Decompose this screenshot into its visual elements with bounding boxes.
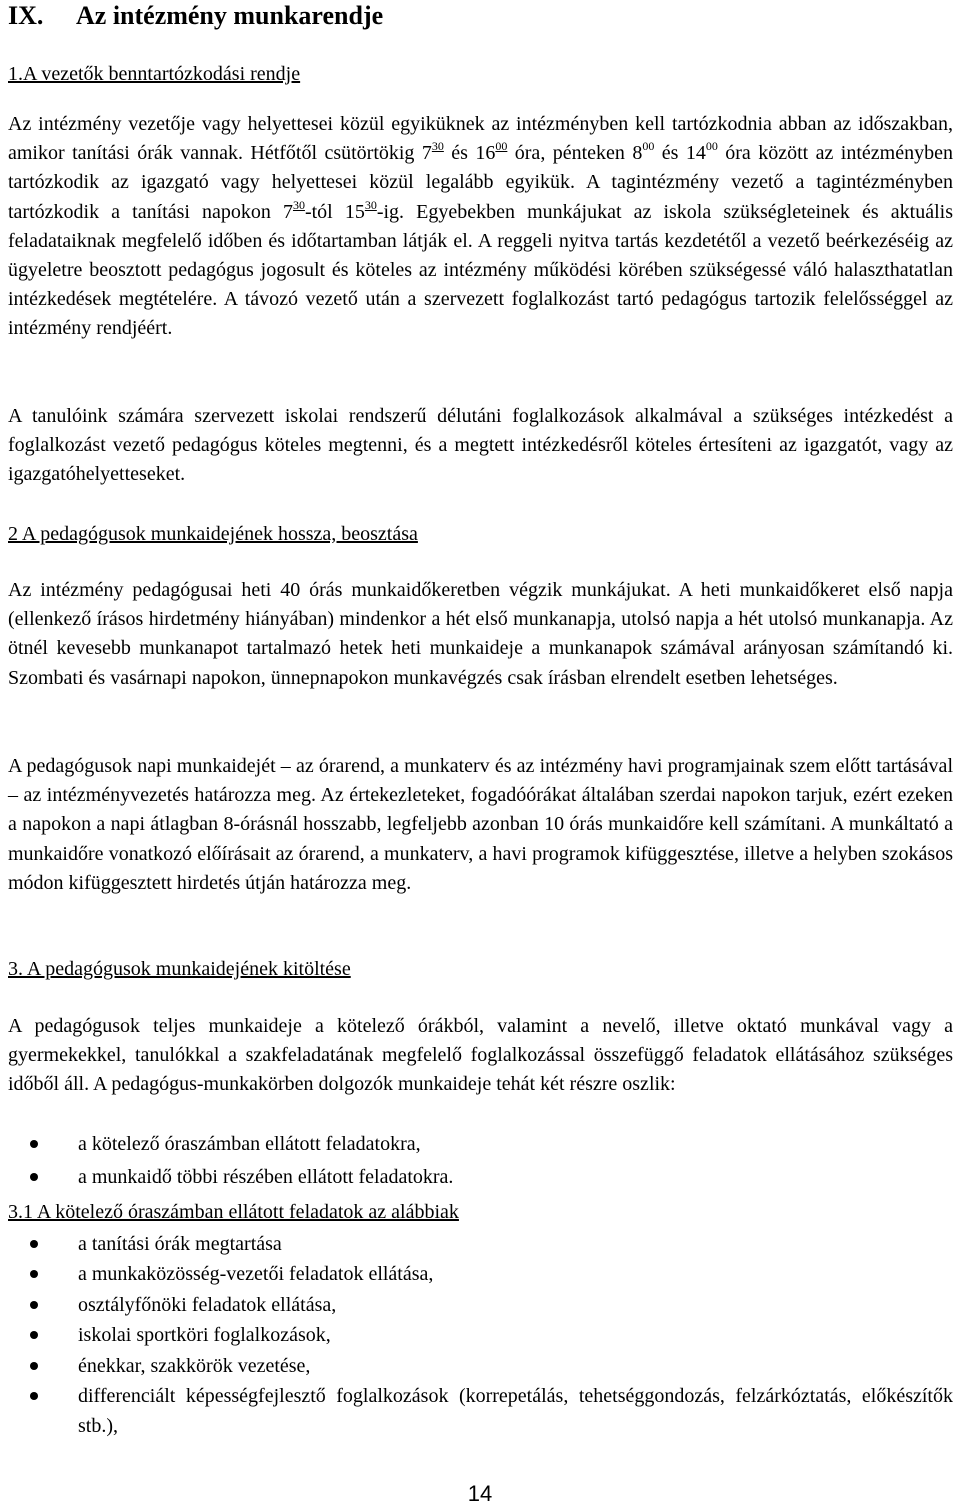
page-number: 14 [467, 1481, 493, 1506]
work-time-parts-list [8, 1129, 953, 1195]
list-item: a munkaközösség-vezetői feladatok ellátása, [8, 1259, 953, 1289]
list-item: énekkar, szakkörök vezetése, [8, 1351, 953, 1381]
paragraph-working-hours: Az intézmény pedagógusai heti 40 órás munkaidőkeretben végzik munkájukat. A heti munkaidőkeret első napja (ellenkező írásos hirdetmény hiányában) mindenkor a hét első munkanapja, utolsó napja a hét utolsó munkanapja. Az ötnél kevesebb munkanapot tartalmazó hetek heti munkaideje a munkanapok számával arányosan számítandó ki. Szombati és vasárnapi napokon, ünnepnapokon munkavégzés csak írásban elrendelt esetben lehetséges. [8, 579, 953, 689]
paragraph-afternoon-activities: A tanulóink számára szervezett iskolai rendszerű délutáni foglalkozások alkalmával a szükséges intézkedést a foglalkozást vezető pedagógus köteles megtenni, és a megtett intézkedésről köteles értesíteni az igazgatót, vagy az igazgatóhelyetteseket. [8, 405, 953, 486]
section-title-3: 3. A pedagógusok munkaidejének kitöltése [8, 958, 351, 980]
section-title-2: 2 A pedagógusok munkaidejének hossza, beosztása [8, 523, 418, 545]
list-item: differenciált képességfejlesztő foglalkozások (korrepetálás, tehetséggondozás, felzárkóztatás, előkészítők stb.), [8, 1381, 953, 1442]
paragraph-leader-presence: Az intézmény vezetője vagy helyettesei közül egyiküknek az intézményben kell tartózkodnia abban az időszakban, amikor tanítási órák vannak. Hétfőtől csütörtökig $7^{30}$ és $16^{00}$ óra, pénteken $8^{00}$ és $14^{00}$ óra között az intézményben tartózkodik az igazgató vagy helyettesei közül legalább egyikük. A tagintézmény vezető a tagintézményben tartózkodik a tanítási napokon $7^{30}$-tól $15^{30}-ig$. Egyebekben munkájukat az iskola szükségleteinek és aktuális feladataiknak megfelelő időben és időtartamban látják el. A reggeli nyitva tartás kezdetétől a vezető beérkezéséig az ügyeletre beosztott pedagógus jogosult és köteles az intézmény működési körében szükségessé váló halaszthatatlan intézkedések megtételére. A távozó vezető után a szervezett foglalkozást tartó pedagógus tartozik felelősséggel az intézmény rendjéért. [8, 113, 953, 340]
mandatory-tasks-list [8, 1229, 953, 1442]
chapter-heading [8, 0, 383, 32]
section-title-3-1: 3.1 A kötelező óraszámban ellátott feladatok az alábbiak [8, 1201, 459, 1223]
chapter-title: Az intézmény munkarendje [76, 1, 384, 30]
paragraph-full-working-time: A pedagógusok teljes munkaideje a kötelező órákból, valamint a nevelő, illetve oktató munkával vagy a gyermekekkel, tanulókkal a szakfeladatának megfelelő foglalkozással összefüggő feladatok ellátásához szükséges időből áll. A pedagógus-munkakörben dolgozók munkaideje tehát két részre oszlik: [8, 1015, 953, 1096]
list-item: a kötelező óraszámban ellátott feladatokra, [8, 1129, 953, 1160]
list-item: a tanítási órák megtartása [8, 1229, 953, 1259]
list-item: iskolai sportköri foglalkozások, [8, 1320, 953, 1350]
paragraph-daily-hours: A pedagógusok napi munkaidejét – az órarend, a munkaterv és az intézmény havi programjainak szem előtt tartásával – az intézményvezetés határozza meg. Az értekezleteket, fogadóórákat általában szerdai napokon tarjuk, ezért ezeken a napokon a napi átlagban 8-órásnál hosszabb, legfeljebb azonban 10 órás munkaidőre kell számítani. A munkáltató a munkaidőre vonatkozó előírásait az órarend, a munkaterv, a havi programok kifüggesztése, illetve a helyben szokásos módon kifüggesztett hirdetés útján határozza meg. [8, 755, 953, 894]
chapter-number: IX. [8, 1, 44, 30]
list-item: osztályfőnöki feladatok ellátása, [8, 1290, 953, 1320]
list-item: a munkaidő többi részében ellátott feladatokra. [8, 1162, 953, 1193]
section-title-1: 1.A vezetők benntartózkodási rendje [8, 63, 301, 85]
